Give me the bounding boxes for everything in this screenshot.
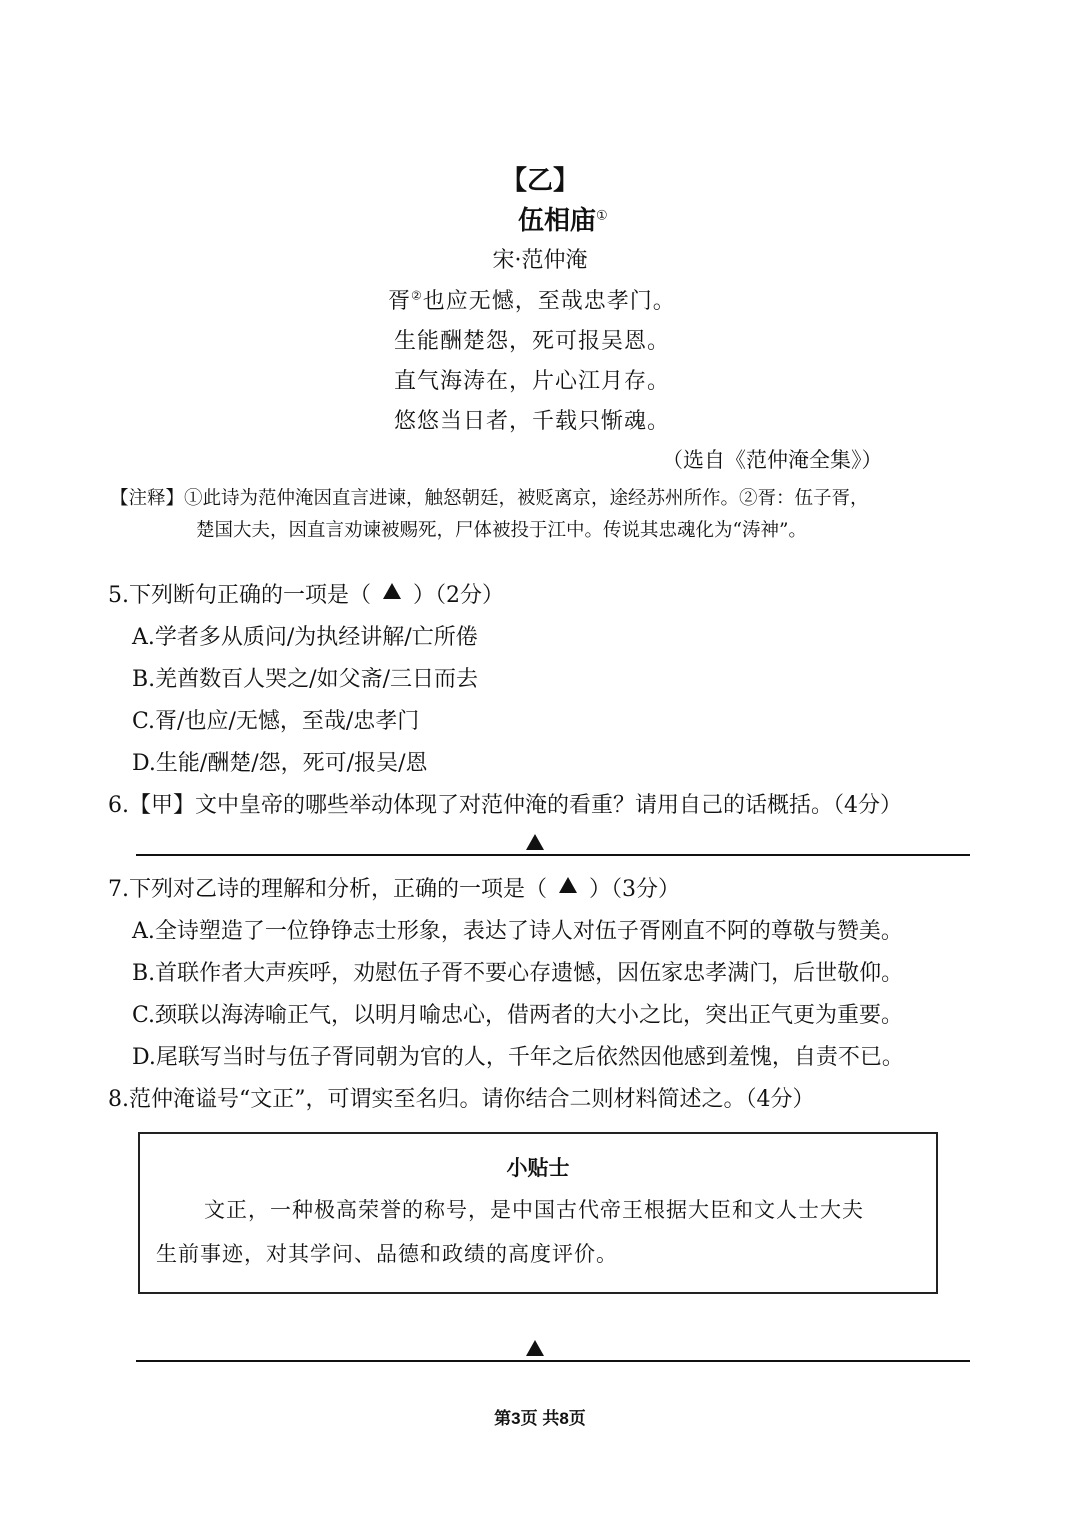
poem-line-4: 悠悠当日者，千载只惭魂。: [394, 409, 671, 434]
poem-line-1-rest: 也应无憾，至哉忠孝门。: [422, 289, 676, 314]
poem-source: （选自《范仲淹全集》）: [662, 448, 883, 472]
tip-line-2: 生前事迹，对其学问、品德和政绩的高度评价。: [156, 1242, 618, 1266]
answer-line-q6: [136, 854, 970, 856]
section-mark: 【乙】: [500, 166, 579, 196]
note-line-1: 【注释】①此诗为范仲淹因直言进谏，触怒朝廷，被贬离京，途经苏州所作。②胥：伍子胥，: [110, 488, 869, 509]
poem-title: [518, 200, 608, 237]
answer-triangle-icon: [526, 1340, 544, 1356]
tip-line-1: 文正，一种极高荣誉的称号，是中国古代帝王根据大臣和文人士大夫: [204, 1198, 864, 1222]
tip-box: [138, 1132, 938, 1294]
question-7-option-a: A.全诗塑造了一位铮铮志士形象，表达了诗人对伍子胥刚直不阿的尊敬与赞美。: [132, 919, 903, 944]
question-5-option-b: B.羌酋数百人哭之/如父斋/三日而去: [132, 667, 478, 692]
poem-line-1: [388, 284, 676, 315]
question-7-stem-end: ）（3分）: [589, 877, 680, 902]
question-5-stem: [108, 578, 504, 609]
poem-line-1-word: 胥: [388, 289, 412, 314]
answer-triangle-icon: [526, 834, 544, 850]
answer-blank-triangle-icon: [559, 877, 577, 893]
answer-line-q8: [136, 1360, 970, 1362]
answer-blank-triangle-icon: [383, 583, 401, 599]
question-7-stem: [108, 872, 680, 903]
question-6-stem: 6.【甲】文中皇帝的哪些举动体现了对范仲淹的看重？请用自己的话概括。（4分）: [108, 793, 902, 818]
question-7-option-b: B.首联作者大声疾呼，劝慰伍子胥不要心存遗憾，因伍家忠孝满门，后世敬仰。: [132, 961, 904, 986]
question-5-option-d: D.生能/酬楚/怨，死可/报吴/恩: [132, 751, 428, 776]
poem-author: 宋·范仲淹: [492, 248, 588, 273]
question-5-option-c: C.胥/也应/无憾，至哉/忠孝门: [132, 709, 420, 734]
poem-title-text: 伍相庙: [518, 206, 597, 236]
tip-title: 小贴士: [506, 1155, 570, 1180]
poem-line-1-note-mark: ②: [411, 288, 423, 303]
poem-line-2: 生能酬楚怨，死可报吴恩。: [394, 329, 671, 354]
question-7-stem-start: 7.下列对乙诗的理解和分析，正确的一项是（: [108, 877, 547, 902]
note-line-2: 楚国大夫，因直言劝谏被赐死，尸体被投于江中。传说其忠魂化为“涛神”。: [196, 520, 807, 541]
question-5-stem-start: 5.下列断句正确的一项是（: [108, 583, 371, 608]
question-7-option-d: D.尾联写当时与伍子胥同朝为官的人，千年之后依然因他感到羞愧，自责不已。: [132, 1045, 904, 1070]
question-7-option-c: C.颈联以海涛喻正气，以明月喻忠心，借两者的大小之比，突出正气更为重要。: [132, 1003, 904, 1028]
poem-line-3: 直气海涛在，片心江月存。: [394, 369, 671, 394]
question-8-stem: 8.范仲淹谥号“文正”，可谓实至名归。请你结合二则材料简述之。（4分）: [108, 1087, 815, 1112]
question-5-stem-end: ）（2分）: [413, 583, 504, 608]
poem-title-note-mark: ①: [596, 208, 608, 224]
question-5-option-a: A.学者多从质问/为执经讲解/亡所倦: [132, 625, 478, 650]
page-number: 第3页 共8页: [494, 1409, 586, 1428]
